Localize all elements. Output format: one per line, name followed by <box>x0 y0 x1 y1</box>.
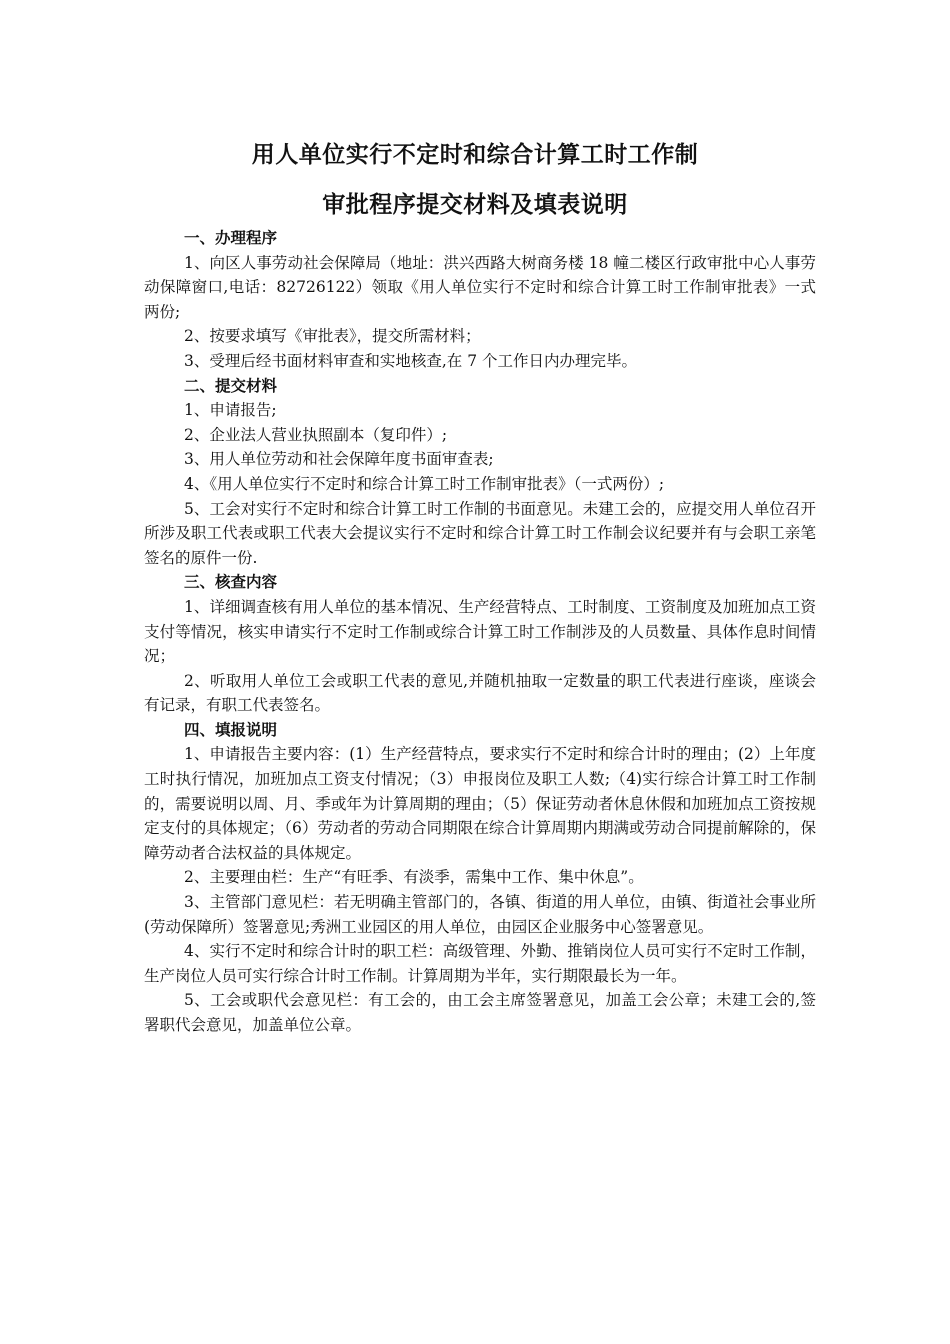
paragraph: 2、企业法人营业执照副本（复印件）; <box>184 425 448 444</box>
section-heading: 四、填报说明 <box>184 720 278 739</box>
paragraph: 1、向区人事劳动社会保障局（地址：洪兴西路大树商务楼 18 幢二楼区行政审批中心人事劳动保障窗口,电话：82726122）领取《用人单位实行不定时和综合计算工时工作制审批表》一式两份; <box>144 253 816 321</box>
paragraph: 2、主要理由栏：生产“有旺季、有淡季，需集中工作、集中休息”。 <box>184 868 644 887</box>
section-heading: 三、核查内容 <box>184 573 278 592</box>
paragraph: 5、工会对实行不定时和综合计算工时工作制的书面意见。未建工会的，应提交用人单位召开所涉及职工代表或职工代表大会提议实行不定时和综合计算工时工作制会议纪要并有与会职工亲笔签名的原件一份. <box>144 499 816 567</box>
paragraph: 3、用人单位劳动和社会保障年度书面审查表; <box>184 450 494 469</box>
section-procedure <box>144 226 816 374</box>
paragraph: 1、详细调查核有用人单位的基本情况、生产经营特点、工时制度、工资制度及加班加点工资支付等情况，核实申请实行不定时工作制或综合计算工时工作制涉及的人员数量、具体作息时间情况； <box>144 597 816 666</box>
paragraph: 5、工会或职代会意见栏：有工会的，由工会主席签署意见，加盖工会公章；未建工会的,签署职代会意见，加盖单位公章。 <box>144 991 816 1034</box>
section-heading: 一、办理程序 <box>184 229 278 247</box>
paragraph: 3、受理后经书面材料审查和实地核查,在 7 个工作日内办理完毕。 <box>184 351 638 370</box>
document-body <box>144 226 816 1038</box>
document-title-line-1: 用人单位实行不定时和综合计算工时工作制 <box>251 142 699 168</box>
section-verification <box>144 570 816 718</box>
section-heading: 二、提交材料 <box>184 376 278 395</box>
paragraph: 2、按要求填写《审批表》，提交所需材料； <box>184 327 481 346</box>
paragraph: 2、听取用人单位工会或职工代表的意见,并随机抽取一定数量的职工代表进行座谈，座谈会有记录，有职工代表签名。 <box>144 671 816 715</box>
paragraph: 3、主管部门意见栏：若无明确主管部门的，各镇、街道的用人单位，由镇、街道社会事业所(劳动保障所）签署意见;秀洲工业园区的用人单位，由园区企业服务中心签署意见。 <box>144 893 816 936</box>
paragraph: 4、实行不定时和综合计时的职工栏：高级管理、外勤、推销岗位人员可实行不定时工作制，生产岗位人员可实行综合计时工作制。计算周期为半年，实行期限最长为一年。 <box>144 942 816 985</box>
paragraph: 1、申请报告; <box>184 401 277 420</box>
section-materials <box>144 374 816 571</box>
section-filling-instructions <box>144 718 816 1038</box>
paragraph: 1、申请报告主要内容：(1）生产经营特点，要求实行不定时和综合计时的理由；(2）上年度工时执行情况，加班加点工资支付情况；（3）申报岗位及职工人数;（4)实行综合计算工时工作制的，需要说明以周、月、季或年为计算周期的理由；（5）保证劳动者休息休假和加班加点工资按规定支付的具体规定；（6）劳动者的劳动合同期限在综合计算周期内期满或劳动合同提前解除的，保障劳动者合法权益的具体规定。 <box>144 745 816 862</box>
paragraph: 4、《用人单位实行不定时和综合计算工时工作制审批表》（一式两份）; <box>184 474 665 493</box>
document-title-line-2: 审批程序提交材料及填表说明 <box>322 192 628 218</box>
